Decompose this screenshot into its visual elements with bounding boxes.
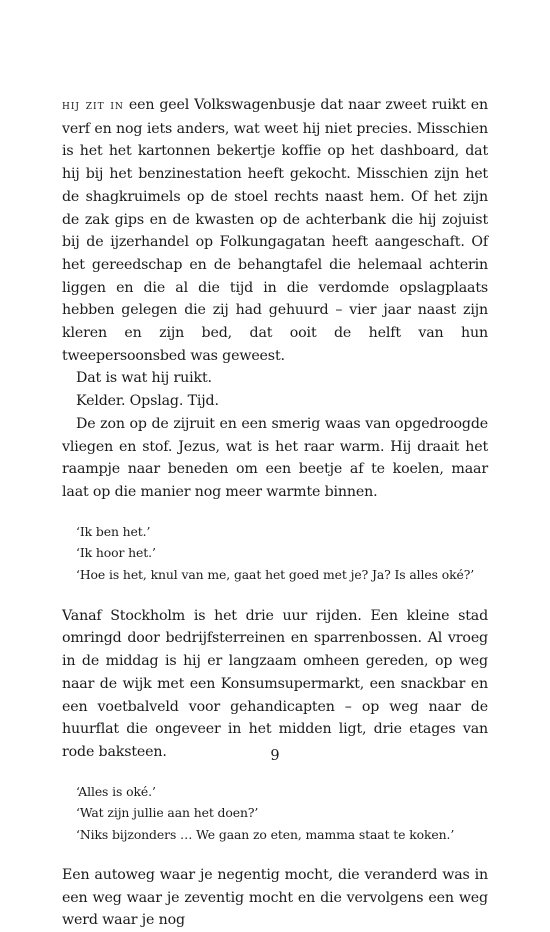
dialogue-line: ‘Ik ben het.’ (76, 523, 151, 539)
dialogue-line: ‘Niks bijzonders … We gaan zo eten, mamma staat te koken.’ (76, 827, 455, 843)
paragraph-highway: Een autoweg waar je negentig mocht, die veranderd was in een weg waar je zeventig mocht en die vervolgens een weg werd waar je nog (62, 866, 488, 929)
book-page-text (62, 94, 488, 932)
paragraph-cellar: Kelder. Opslag. Tijd. (76, 393, 219, 410)
dialogue-line: ‘Hoe is het, knul van me, gaat het goed met je? Ja? Is alles oké?’ (76, 567, 475, 583)
paragraph-sun: De zon op de zijruit en een smerig waas van opgedroogde vliegen en stof. Jezus, wat is het raar warm. Hij draait het raampje naar beneden om een beetje af te koelen, maar laat op die manier nog meer warmte binnen. (62, 415, 488, 500)
dialogue-line: ‘Alles is oké.’ (76, 783, 156, 799)
dialogue-line: ‘Ik hoor het.’ (76, 545, 156, 561)
paragraph-stockholm: Vanaf Stockholm is het drie uur rijden. Een kleine stad omringd door bedrijfsterreinen en sparrenbossen. Al vroeg in de middag is hij er langzaam omheen gereden, op weg naar de wijk met een Konsumsupermarkt, een snackbar en een voetbalveld voor gehandicapten – op weg naar de huurflat die ongeveer in het midden ligt, drie etages van rode baksteen. (62, 607, 488, 760)
paragraph-opening (62, 94, 488, 367)
page-number: 9 (270, 748, 280, 764)
paragraph-smell: Dat is wat hij ruikt. (76, 370, 212, 387)
opening-small-caps: hij zit in (62, 98, 124, 113)
opening-paragraph-text: een geel Volkswagenbusje dat naar zweet ruikt en verf en nog iets anders, wat weet hij niet precies. Misschien is het het kartonnen bekertje koffie op het dashboard, dat hij bij het benzinestation heeft gekocht. Misschien zijn het de shagkruimels op de stoel rechts naast hem. Of het zijn de zak gips en de kwasten op de achterbank die hij zojuist bij de ijzerhandel op Folkungagatan heeft aangeschaft. Of het gereedschap en de behangtafel die helemaal achterin liggen en die al die tijd in die verdomde opslagplaats hebben gelegen die zij had gehuurd – vier jaar naast zijn kleren en zijn bed, dat ooit de helft van hun tweepersoonsbed was geweest. (62, 97, 488, 364)
dialogue-line: ‘Wat zijn jullie aan het doen?’ (76, 805, 259, 821)
